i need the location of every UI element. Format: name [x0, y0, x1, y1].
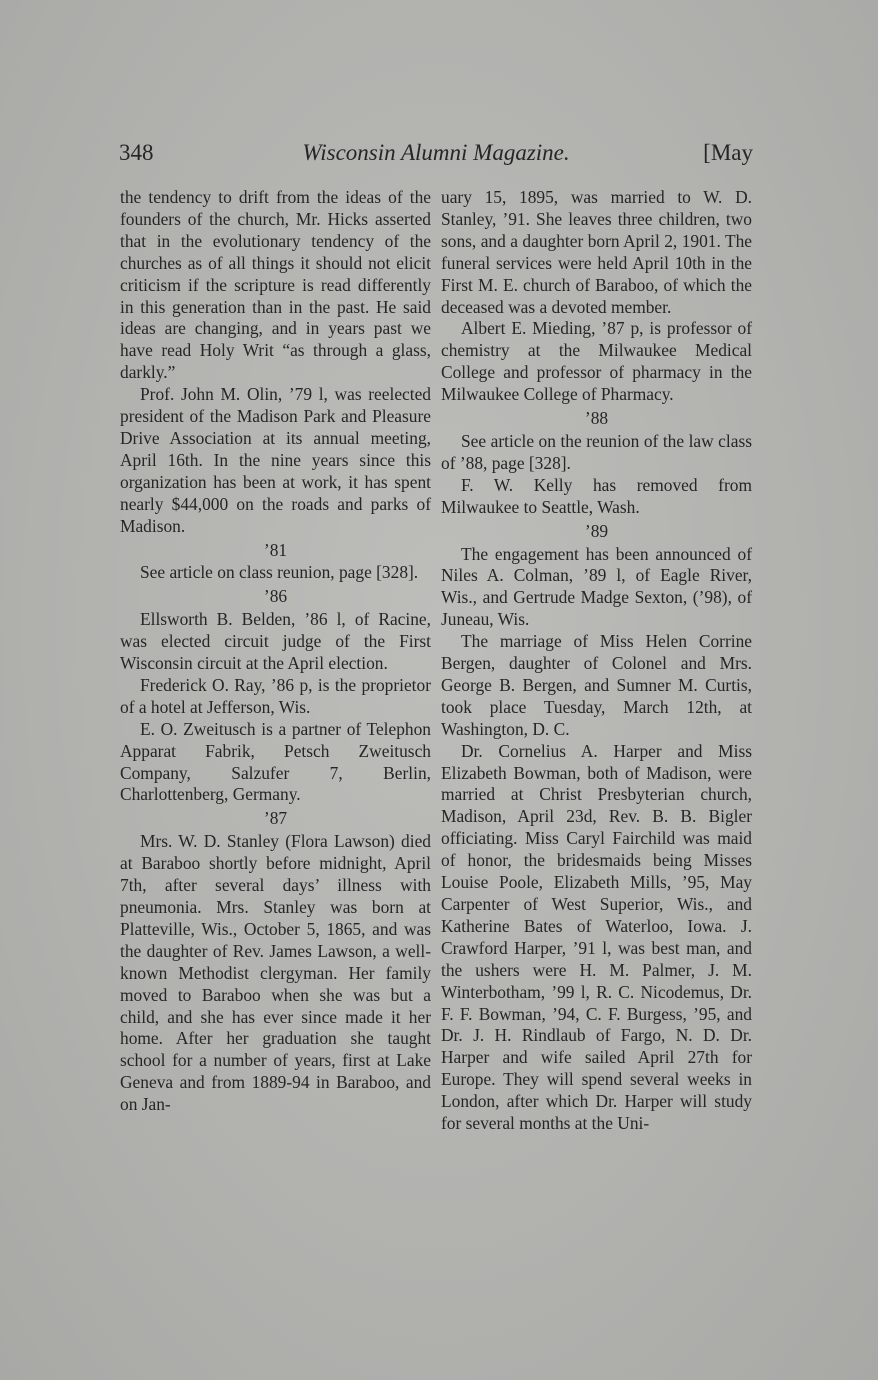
right-column — [441, 187, 752, 1135]
article-paragraph: F. W. Kelly has removed from Milwaukee to Seattle, Wash. — [441, 474, 752, 517]
article-paragraph: The marriage of Miss Helen Corrine Bergen, daughter of Colonel and Mrs. George B. Bergen, and Sumner M. Curtis, took place Tuesday, March 12th, at Washington, D. C. — [441, 631, 752, 739]
magazine-title: Wisconsin Alumni Magazine. — [302, 140, 570, 165]
article-paragraph: Albert E. Mieding, ’87 p, is professor of chemistry at the Milwaukee Medical College and professor of pharmacy in the Milwaukee College of Pharmacy. — [441, 318, 752, 405]
article-paragraph: Ellsworth B. Belden, ’86 l, of Racine, was elected circuit judge of the First Wisconsin circuit at the April election. — [120, 609, 431, 674]
class-year-heading: ’86 — [263, 586, 288, 607]
article-paragraph: Dr. Cornelius A. Harper and Miss Elizabeth Bowman, both of Madison, were married at Christ Presbyterian church, Madison, April 23d, Rev. B. B. Bigler officiating. Miss Caryl Fairchild was maid of honor, the bridesmaids being Misses Louise Poole, Elizabeth Mills, ’95, May Carpenter of West Superior, Wis., and Katherine Bates of Waterloo, Iowa. J. Crawford Harper, ’91 l, was best man, and the ushers were H. M. Palmer, J. M. Winterbotham, ’99 l, R. C. Nicodemus, Dr. F. F. Bowman, ’94, C. F. Burgess, ’95, and Dr. J. H. Rindlaub of Fargo, N. D. Dr. Harper and wife sailed April 27th for Europe. They will spend several weeks in London, after which Dr. Harper will study for several months at the Uni- — [441, 740, 752, 1134]
article-paragraph: the tendency to drift from the ideas of the founders of the church, Mr. Hicks asserted that in the evolutionary tendency of the churches as of all things it should not elicit criticism if the scripture is read differently in this generation than in the past. He said ideas are changing, and in years past we have read Holy Writ “as through a glass, darkly.” — [120, 187, 431, 383]
class-year-heading: ’89 — [584, 520, 609, 541]
article-paragraph: Prof. John M. Olin, ’79 l, was reelected president of the Madison Park and Pleasure Drive Association at its annual meeting, April 16th. In the nine years since this organization has been at work, it has spent nearly $44,000 on the roads and parks of Madison. — [120, 384, 431, 536]
class-year-heading: ’81 — [263, 539, 288, 560]
article-paragraph: See article on class reunion, page [328]. — [140, 562, 419, 583]
page-number: 348 — [119, 140, 154, 165]
class-year-heading: ’87 — [263, 808, 288, 829]
left-column — [120, 187, 431, 1116]
article-paragraph: Mrs. W. D. Stanley (Flora Lawson) died at Baraboo shortly before midnight, April 7th, after several days’ illness with pneumonia. Mrs. Stanley was born at Platteville, Wis., October 5, 1865, and was the daughter of Rev. James Lawson, a well-known Methodist clergyman. Her family moved to Baraboo when she was but a child, and she has ever since made it her home. After her graduation she taught school for a number of years, first at Lake Geneva and from 1889-94 in Baraboo, and on Jan- — [120, 831, 431, 1115]
article-paragraph: E. O. Zweitusch is a partner of Telephon Apparat Fabrik, Petsch Zweitusch Company, Salzufer 7, Berlin, Charlottenberg, Germany. — [120, 718, 431, 805]
article-paragraph: uary 15, 1895, was married to W. D. Stanley, ’91. She leaves three children, two sons, and a daughter born April 2, 1901. The funeral services were held April 10th in the First M. E. church of Baraboo, of which the deceased was a devoted member. — [441, 187, 752, 317]
article-paragraph: See article on the reunion of the law class of ’88, page [328]. — [441, 430, 752, 473]
article-paragraph: Frederick O. Ray, ’86 p, is the proprietor of a hotel at Jefferson, Wis. — [120, 674, 431, 717]
article-paragraph: The engagement has been announced of Niles A. Colman, ’89 l, of Eagle River, Wis., and Gertrude Madge Sexton, (’98), of Juneau, Wis. — [441, 543, 752, 630]
page-header — [119, 140, 753, 170]
class-year-heading: ’88 — [584, 408, 609, 429]
header-month: [May — [703, 140, 753, 165]
